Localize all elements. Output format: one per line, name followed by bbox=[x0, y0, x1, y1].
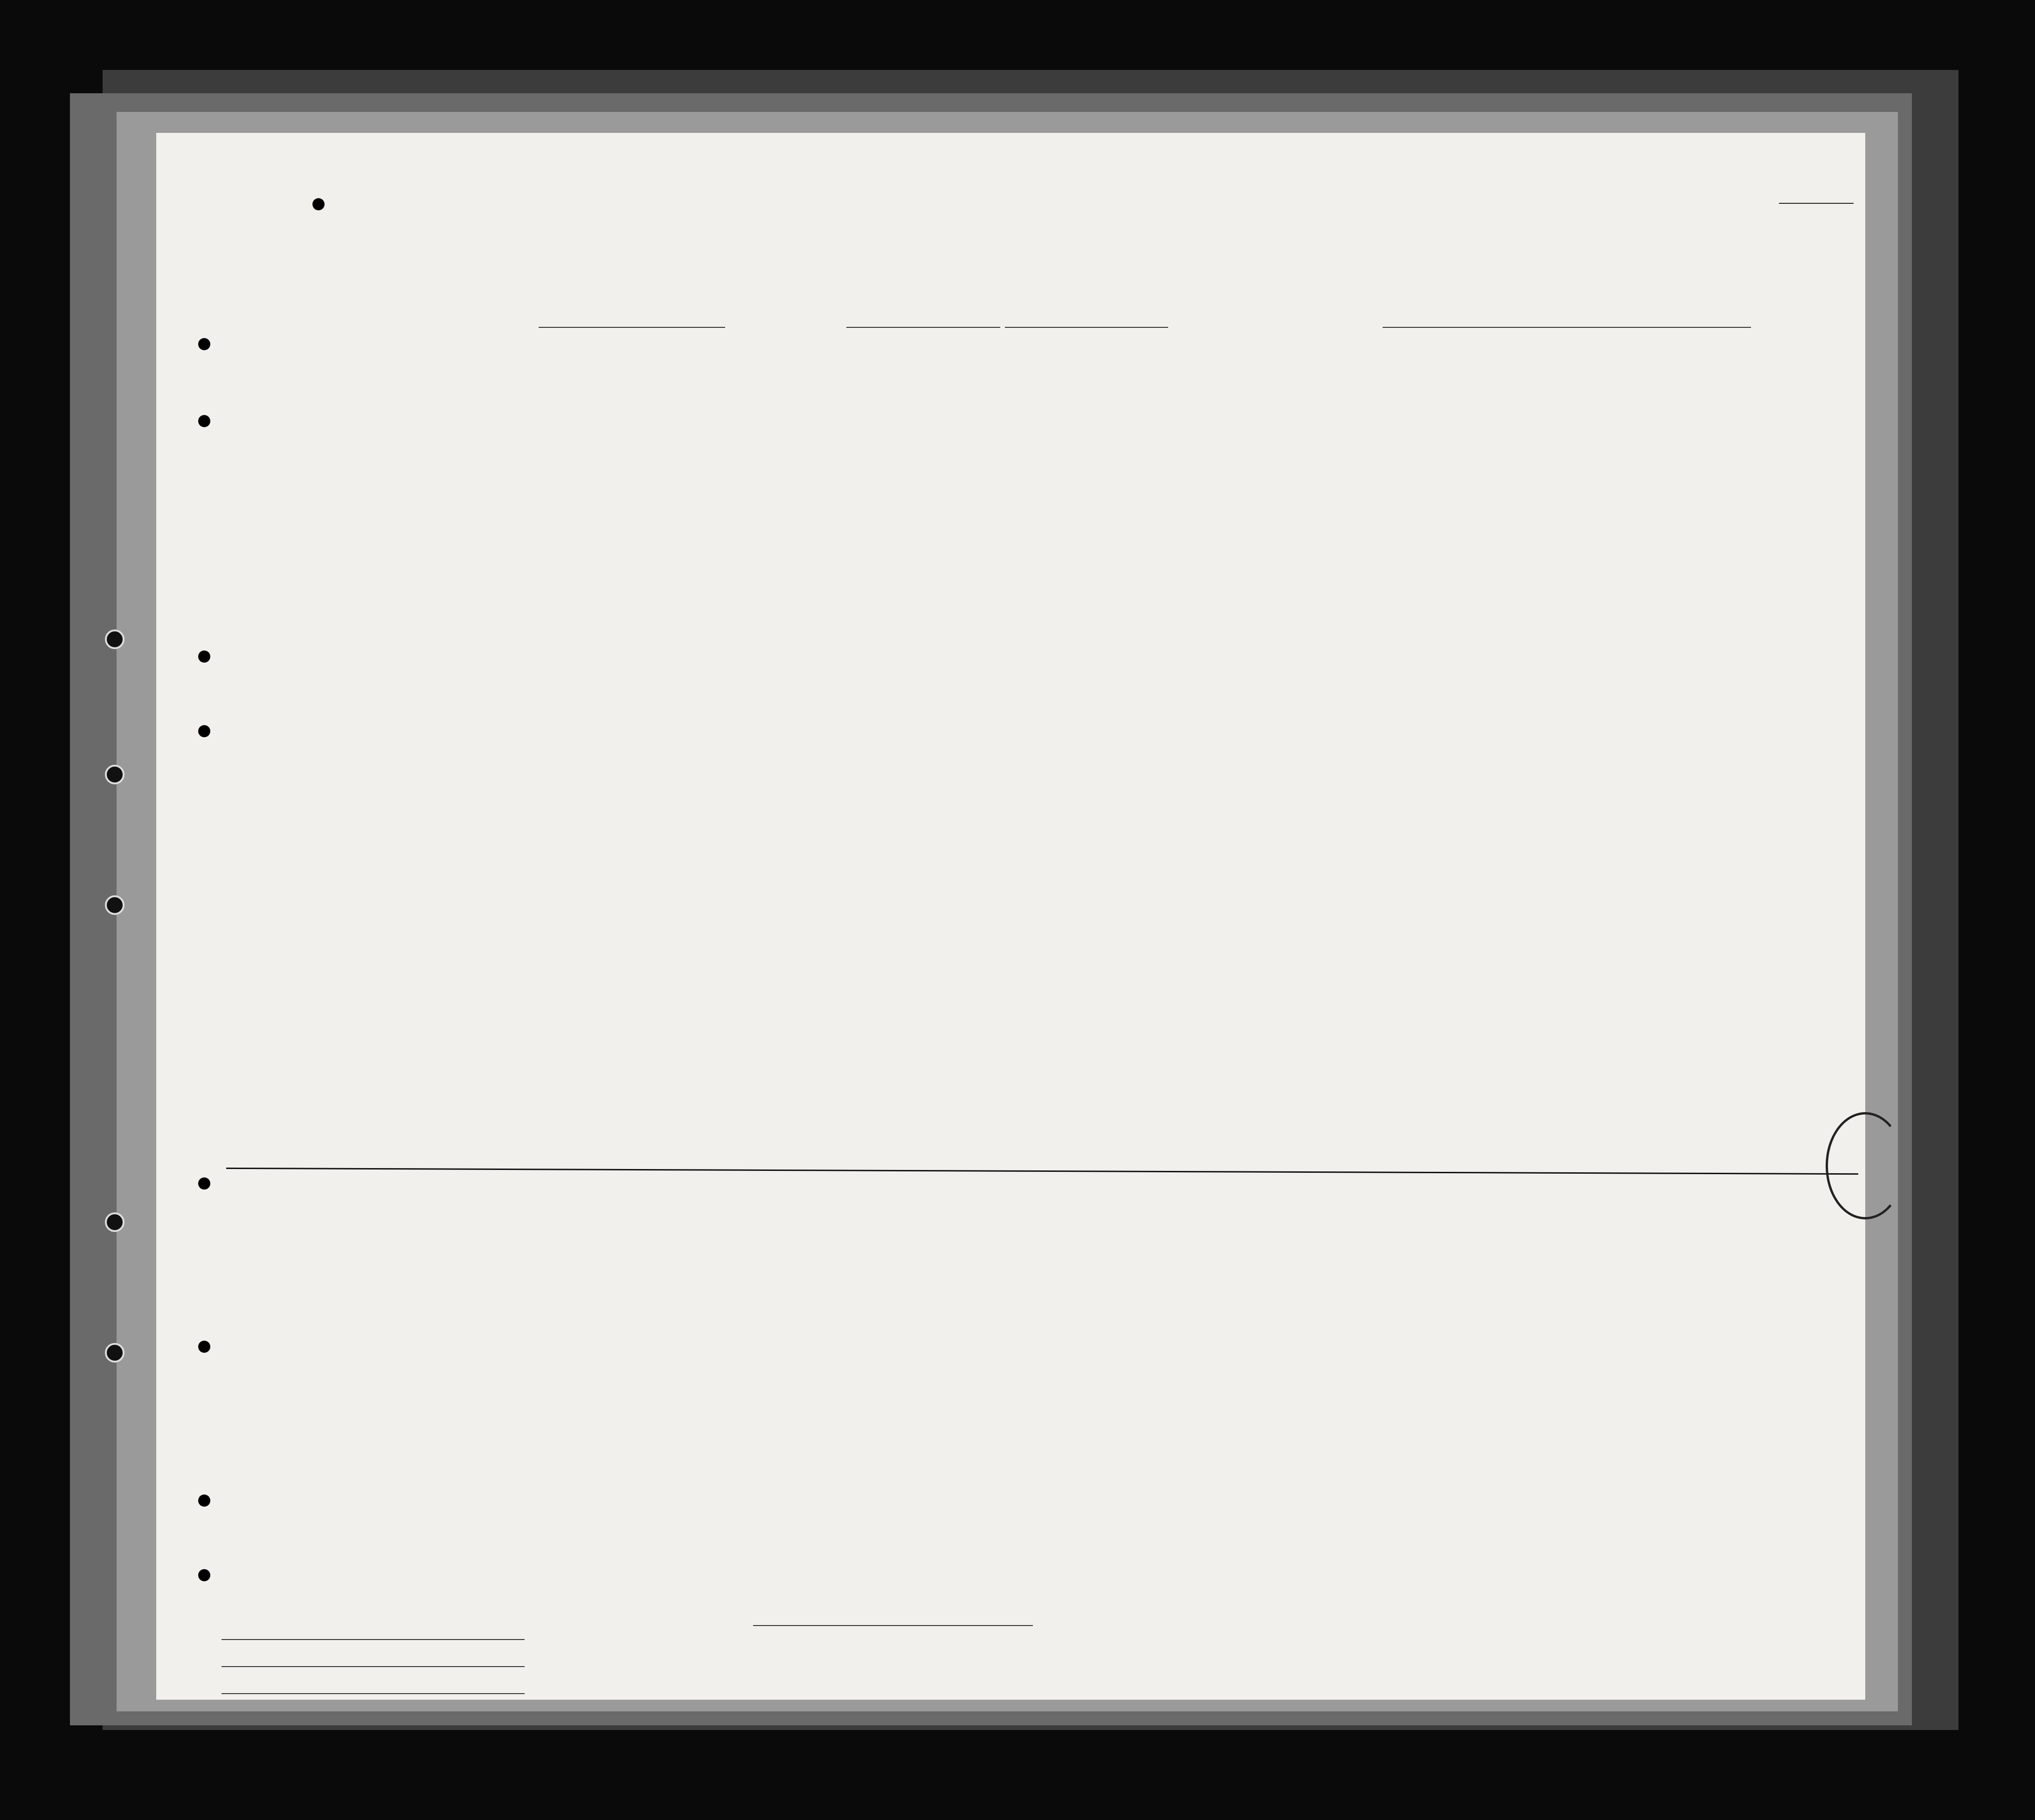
tack-hole bbox=[198, 650, 210, 663]
vessel-line bbox=[445, 306, 1854, 334]
tack-hole bbox=[198, 1341, 210, 1353]
sheet-number-line bbox=[1779, 203, 1854, 204]
tack-hole bbox=[198, 1495, 210, 1507]
tack-hole bbox=[198, 1569, 210, 1581]
binder-hole bbox=[105, 1343, 125, 1363]
tack-hole bbox=[198, 1177, 210, 1190]
manifest-sheet bbox=[156, 133, 1865, 1700]
circular-stamp bbox=[1826, 1112, 1905, 1219]
binder-hole bbox=[105, 895, 125, 915]
tack-hole bbox=[198, 725, 210, 737]
strike-through-line bbox=[226, 1168, 1858, 1175]
binder-hole bbox=[105, 1212, 125, 1232]
binder-hole bbox=[105, 630, 125, 649]
tack-hole bbox=[312, 198, 325, 210]
tack-hole bbox=[198, 415, 210, 427]
binder-hole bbox=[105, 765, 125, 784]
tack-hole bbox=[198, 338, 210, 350]
